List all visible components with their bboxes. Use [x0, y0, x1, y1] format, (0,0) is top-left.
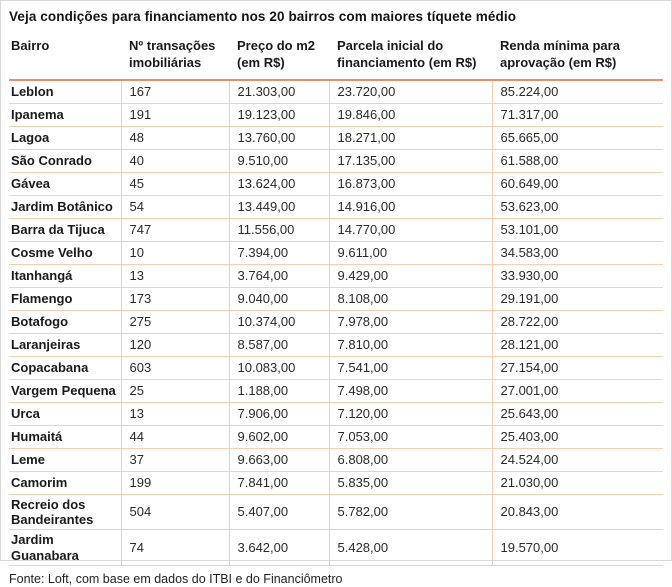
value-cell: 3.642,00: [229, 530, 329, 566]
value-cell: 9.602,00: [229, 425, 329, 448]
column-header-preco-m2: Preço do m2 (em R$): [229, 36, 329, 80]
bairro-cell: Flamengo: [9, 287, 121, 310]
bairro-cell: Barra da Tijuca: [9, 218, 121, 241]
bairro-cell: Leme: [9, 448, 121, 471]
value-cell: 504: [121, 494, 229, 530]
table-row: [9, 356, 663, 379]
bairro-cell: Lagoa: [9, 126, 121, 149]
value-cell: 33.930,00: [492, 264, 663, 287]
value-cell: 5.835,00: [329, 471, 492, 494]
bairro-cell: Vargem Pequena: [9, 379, 121, 402]
bairro-cell: Botafogo: [9, 310, 121, 333]
value-cell: 40: [121, 149, 229, 172]
value-cell: 16.873,00: [329, 172, 492, 195]
source-note: Fonte: Loft, com base em dados do ITBI e do Financiômetro: [9, 571, 343, 586]
table-row: [9, 218, 663, 241]
table-row: [9, 103, 663, 126]
value-cell: 24.524,00: [492, 448, 663, 471]
value-cell: 48: [121, 126, 229, 149]
bairro-cell: Recreio dos Bandeirantes: [9, 494, 121, 530]
bairro-cell: São Conrado: [9, 149, 121, 172]
value-cell: 8.108,00: [329, 287, 492, 310]
value-cell: 10.374,00: [229, 310, 329, 333]
bairro-cell: Ipanema: [9, 103, 121, 126]
value-cell: 25.643,00: [492, 402, 663, 425]
value-cell: 74: [121, 530, 229, 566]
value-cell: 25: [121, 379, 229, 402]
value-cell: 17.135,00: [329, 149, 492, 172]
table-header: [9, 36, 663, 80]
bairro-cell: Gávea: [9, 172, 121, 195]
table-row: [9, 310, 663, 333]
table-row: [9, 241, 663, 264]
table-row: [9, 471, 663, 494]
bairro-cell: Laranjeiras: [9, 333, 121, 356]
value-cell: 199: [121, 471, 229, 494]
table-row: [9, 287, 663, 310]
value-cell: 3.764,00: [229, 264, 329, 287]
table-row: [9, 425, 663, 448]
table-row: [9, 379, 663, 402]
value-cell: 44: [121, 425, 229, 448]
table-row: [9, 126, 663, 149]
value-cell: 1.188,00: [229, 379, 329, 402]
value-cell: 13.624,00: [229, 172, 329, 195]
value-cell: 13: [121, 402, 229, 425]
bairro-cell: Leblon: [9, 80, 121, 104]
value-cell: 27.001,00: [492, 379, 663, 402]
table-body: [9, 80, 663, 566]
table-row: [9, 402, 663, 425]
column-header-parcela-inicial: Parcela inicial do financiamento (em R$): [329, 36, 492, 80]
value-cell: 25.403,00: [492, 425, 663, 448]
value-cell: 14.916,00: [329, 195, 492, 218]
value-cell: 34.583,00: [492, 241, 663, 264]
value-cell: 8.587,00: [229, 333, 329, 356]
value-cell: 37: [121, 448, 229, 471]
value-cell: 9.429,00: [329, 264, 492, 287]
value-cell: 7.053,00: [329, 425, 492, 448]
table-row: [9, 195, 663, 218]
value-cell: 45: [121, 172, 229, 195]
value-cell: 5.782,00: [329, 494, 492, 530]
value-cell: 9.611,00: [329, 241, 492, 264]
table-row: [9, 494, 663, 530]
header-row: [9, 36, 663, 80]
value-cell: 7.978,00: [329, 310, 492, 333]
table-row: [9, 80, 663, 104]
value-cell: 9.040,00: [229, 287, 329, 310]
bairro-cell: Itanhangá: [9, 264, 121, 287]
value-cell: 275: [121, 310, 229, 333]
value-cell: 21.303,00: [229, 80, 329, 104]
value-cell: 7.841,00: [229, 471, 329, 494]
value-cell: 14.770,00: [329, 218, 492, 241]
value-cell: 9.663,00: [229, 448, 329, 471]
value-cell: 7.120,00: [329, 402, 492, 425]
value-cell: 21.030,00: [492, 471, 663, 494]
value-cell: 167: [121, 80, 229, 104]
value-cell: 27.154,00: [492, 356, 663, 379]
value-cell: 603: [121, 356, 229, 379]
value-cell: 53.101,00: [492, 218, 663, 241]
value-cell: 6.808,00: [329, 448, 492, 471]
table-row: [9, 172, 663, 195]
bairro-cell: Humaitá: [9, 425, 121, 448]
value-cell: 23.720,00: [329, 80, 492, 104]
table-row: [9, 448, 663, 471]
value-cell: 13.760,00: [229, 126, 329, 149]
value-cell: 10.083,00: [229, 356, 329, 379]
value-cell: 20.843,00: [492, 494, 663, 530]
value-cell: 9.510,00: [229, 149, 329, 172]
value-cell: 60.649,00: [492, 172, 663, 195]
value-cell: 54: [121, 195, 229, 218]
value-cell: 120: [121, 333, 229, 356]
column-header-renda-minima: Renda mínima para aprovação (em R$): [492, 36, 663, 80]
value-cell: 10: [121, 241, 229, 264]
table-row: [9, 530, 663, 566]
value-cell: 19.570,00: [492, 530, 663, 566]
value-cell: 747: [121, 218, 229, 241]
bairro-cell: Jardim Guanabara: [9, 530, 121, 566]
value-cell: 7.541,00: [329, 356, 492, 379]
value-cell: 53.623,00: [492, 195, 663, 218]
table-row: [9, 264, 663, 287]
value-cell: 19.123,00: [229, 103, 329, 126]
value-cell: 13.449,00: [229, 195, 329, 218]
value-cell: 191: [121, 103, 229, 126]
value-cell: 28.121,00: [492, 333, 663, 356]
value-cell: 85.224,00: [492, 80, 663, 104]
bairro-cell: Urca: [9, 402, 121, 425]
value-cell: 7.394,00: [229, 241, 329, 264]
bairro-cell: Cosme Velho: [9, 241, 121, 264]
value-cell: 7.498,00: [329, 379, 492, 402]
value-cell: 19.846,00: [329, 103, 492, 126]
value-cell: 71.317,00: [492, 103, 663, 126]
value-cell: 173: [121, 287, 229, 310]
value-cell: 5.428,00: [329, 530, 492, 566]
column-header-bairro: Bairro: [9, 36, 121, 80]
value-cell: 11.556,00: [229, 218, 329, 241]
value-cell: 13: [121, 264, 229, 287]
table-row: [9, 149, 663, 172]
value-cell: 18.271,00: [329, 126, 492, 149]
column-header-transacoes: Nº transações imobiliárias: [121, 36, 229, 80]
value-cell: 29.191,00: [492, 287, 663, 310]
value-cell: 5.407,00: [229, 494, 329, 530]
table-row: [9, 333, 663, 356]
value-cell: 61.588,00: [492, 149, 663, 172]
value-cell: 28.722,00: [492, 310, 663, 333]
value-cell: 65.665,00: [492, 126, 663, 149]
financing-table: [9, 36, 663, 566]
page-title: Veja condições para financiamento nos 20 bairros com maiores tíquete médio: [9, 9, 517, 24]
bairro-cell: Jardim Botânico: [9, 195, 121, 218]
bairro-cell: Camorim: [9, 471, 121, 494]
value-cell: 7.906,00: [229, 402, 329, 425]
bairro-cell: Copacabana: [9, 356, 121, 379]
value-cell: 7.810,00: [329, 333, 492, 356]
